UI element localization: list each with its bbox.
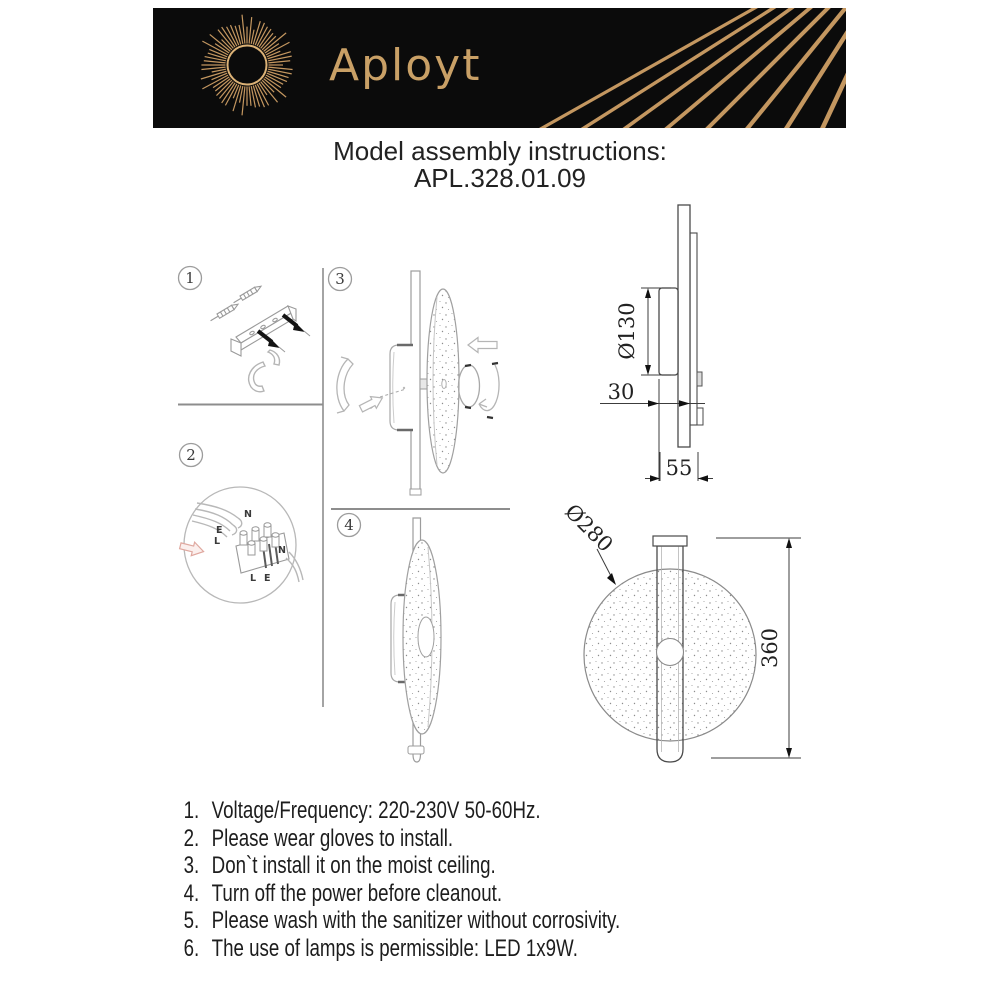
page-title: Model assembly instructions: [333, 136, 667, 166]
svg-text:2: 2 [186, 446, 196, 464]
item-text: Voltage/Frequency: 220-230V 50-60Hz. [211, 797, 541, 824]
center-hub-front [657, 639, 684, 666]
item-text: Please wear gloves to install. [211, 824, 454, 852]
insert-arrow-icon [468, 338, 497, 353]
label-e-left: E [216, 525, 223, 536]
twist-arrow-icon [479, 363, 499, 418]
label-l-left: L [214, 536, 221, 547]
instruction-list [168, 797, 928, 962]
label-n-right: N [278, 545, 286, 556]
step-4-badge [338, 514, 361, 537]
step-3-assembly-drawing [337, 271, 499, 495]
title-block [0, 137, 1000, 191]
item-text: The use of lamps is permissible: LED 1x9W. [211, 934, 578, 962]
assembly-diagram [0, 190, 1000, 810]
list-item [168, 935, 761, 963]
sunburst-logo-icon [201, 15, 293, 116]
label-e-bottom: E [264, 573, 271, 584]
step-3-badge [329, 268, 352, 291]
model-number: APL.328.01.09 [413, 163, 587, 193]
svg-text:4: 4 [344, 516, 354, 534]
label-n-top: N [244, 509, 252, 520]
brand-banner [153, 8, 846, 128]
dim-130-label: Ø130 [615, 302, 639, 360]
curved-parts [249, 350, 280, 392]
step-2-wiring-drawing [179, 487, 303, 603]
list-item [168, 797, 761, 825]
item-text: Turn off the power before cleanout. [211, 879, 503, 907]
dim-30-label: 30 [607, 380, 635, 404]
diffuser-disc [427, 289, 459, 473]
step-1-badge [179, 267, 202, 290]
item-text: Don`t install it on the moist ceiling. [211, 852, 496, 879]
lamp-base [390, 345, 413, 430]
diffuser-disc [403, 540, 441, 734]
list-item [168, 825, 761, 853]
svg-text:1: 1 [185, 269, 195, 287]
lamp-base-side [659, 288, 678, 375]
direction-arrow-icon [179, 539, 206, 558]
step-1-bracket-drawing [209, 284, 310, 392]
svg-text:3: 3 [335, 270, 345, 288]
brand-logo-text: Aployt [329, 40, 482, 91]
list-item [168, 907, 761, 935]
wall-anchor-icon [209, 302, 239, 323]
front-view-drawing [560, 499, 801, 762]
trim-ring [459, 365, 480, 408]
mounting-bracket [231, 306, 296, 356]
push-arrow-icon [358, 392, 385, 414]
dim-280-label: Ø280 [560, 499, 618, 557]
rotate-arrow-icon [337, 357, 353, 413]
dim-55-label: 55 [665, 456, 693, 480]
list-item [168, 852, 761, 880]
item-number: 2. [183, 824, 200, 852]
item-number: 3. [183, 852, 200, 879]
item-text: Please wash with the sanitizer without corrosivity. [211, 907, 621, 934]
banner-decoration [153, 8, 846, 128]
step-2-badge [180, 444, 203, 467]
item-number: 1. [183, 797, 200, 824]
wall-anchor-icon [232, 284, 262, 305]
side-view-drawing [600, 205, 713, 482]
dim-280 [560, 499, 617, 585]
lamp-blade-side [678, 205, 690, 447]
dim-360-label: 360 [758, 627, 782, 669]
rays-decoration [521, 8, 846, 128]
label-l-bottom: L [250, 573, 257, 584]
panel-dividers [178, 268, 510, 707]
step-4-assembled-drawing [391, 518, 441, 762]
item-number: 5. [183, 907, 200, 934]
item-number: 4. [183, 879, 200, 907]
list-item [168, 880, 761, 908]
item-number: 6. [183, 934, 200, 962]
